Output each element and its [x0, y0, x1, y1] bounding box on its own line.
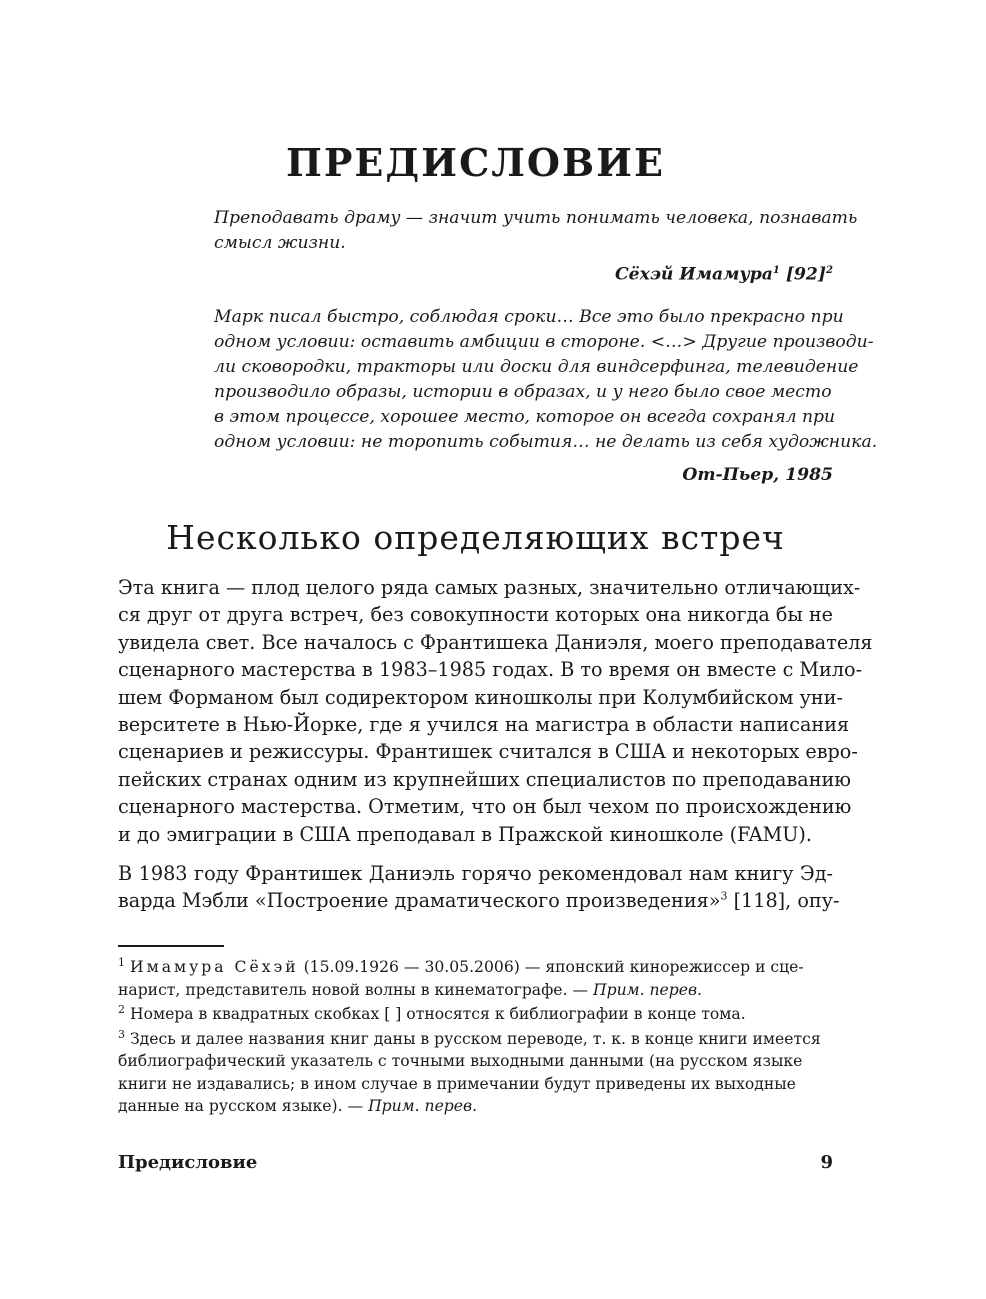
text-line: верситете в Нью-Йорке, где я учился на магистра в области написания [118, 713, 850, 737]
text-line: увидела свет. Все началось с Франтишека Даниэля, моего преподавателя [118, 630, 873, 654]
text-line: сценарного мастерства в 1983–1985 годах. В то время он вместе с Мило- [118, 658, 863, 682]
epigraph-author: От-Пьер, 1985 [682, 465, 833, 485]
epigraph-line: Преподавать драму — значит учить понимать человека, познавать [214, 208, 858, 228]
footnote-line [118, 1003, 833, 1026]
footnote-text: (15.09.1926 — 30.05.2006) — японский кинорежиссер и сце- [298, 958, 804, 976]
footnote-ref-3: 3 [720, 890, 728, 904]
epigraph-line: в этом процессе, хорошее место, которое он всегда сохранял при [214, 407, 836, 427]
translator-note: Прим. перев. [593, 980, 702, 999]
footnote-line [118, 1095, 833, 1118]
footnote-number: 3 [118, 1027, 125, 1041]
footnote-line [118, 1028, 833, 1051]
text-line [118, 887, 840, 914]
footnote-2 [118, 1003, 833, 1026]
footnote-name: Имамура Сёхэй [129, 958, 299, 976]
text-line: сценарного мастерства. Отметим, что он был чехом по происхождению [118, 795, 852, 819]
epigraph-ot-pierre [214, 305, 878, 488]
epigraph-line: смысл жизни. [214, 233, 346, 253]
footnote-line: книги не издавались; в ином случае в примечании будут приведены их выходные [118, 1074, 796, 1093]
section-title: Несколько определяющих встреч [166, 518, 785, 557]
epigraph-line: одном условии: оставить амбиции в стороне. <…> Другие производи- [214, 332, 874, 352]
footnote-line: библиографический указатель с точными выходными данными (на русском языке [118, 1052, 803, 1070]
footnote-text: Здесь и далее названия книг даны в русском переводе, т. к. в конце книги имеется [129, 1029, 821, 1048]
footnote-ref-2: 2 [826, 265, 833, 276]
translator-note: Прим. перев. [368, 1097, 478, 1115]
footnote-number: 1 [118, 955, 125, 969]
author-name: Сёхэй Имамура [614, 264, 773, 285]
footnote-divider [118, 945, 224, 947]
running-footer-title: Предисловие [118, 1152, 258, 1173]
epigraph-line: Марк писал быстро, соблюдая сроки… Все это было прекрасно при [214, 307, 844, 327]
body-text [118, 574, 873, 915]
text-line: пейских странах одним из крупнейших специалистов по преподаванию [118, 767, 851, 791]
footnote-line [118, 979, 833, 1002]
epigraph-line: одном условии: не торопить события… не делать из себя художника. [214, 432, 878, 452]
text-line: ся друг от друга встреч, без совокупности которых она никогда бы не [118, 603, 833, 627]
page-title: ПРЕДИСЛОВИЕ [285, 140, 666, 185]
epigraph-imamura [214, 206, 858, 288]
paragraph-1 [118, 574, 873, 848]
text-span: варда Мэбли «Построение драматического произведения» [118, 889, 721, 913]
footnote-1 [118, 956, 833, 1001]
bibliography-ref: [92] [779, 264, 827, 285]
footnote-text: нарист, представитель новой волны в кинематографе. — [118, 980, 594, 999]
footnotes [118, 956, 833, 1120]
text-line: шем Форманом был содиректором киношколы при Колумбийском уни- [118, 685, 843, 709]
text-line: Эта книга — плод целого ряда самых разных, значительно отличающих- [118, 576, 861, 599]
footnote-text: Номера в квадратных скобках [ ] относятся к библиографии в конце тома. [129, 1005, 746, 1023]
footnote-3 [118, 1028, 833, 1118]
footnote-text: данные на русском языке). — [118, 1097, 369, 1115]
epigraph-author [214, 258, 833, 288]
text-span: [118], опу- [727, 889, 840, 913]
epigraph-line: ли сковородки, тракторы или доски для виндсерфинга, телевидение [214, 357, 859, 377]
footnote-number: 2 [118, 1002, 125, 1016]
paragraph-2 [118, 860, 840, 915]
text-line: В 1983 году Франтишек Даниэль горячо рекомендовал нам книгу Эд- [118, 862, 833, 886]
footnote-line [118, 956, 833, 979]
text-line: сценариев и режиссуры. Франтишек считался в США и некоторых евро- [118, 740, 858, 764]
footnote-ref-1: 1 [772, 265, 780, 276]
text-line: и до эмиграции в США преподавал в Пражской киношколе (FAMU). [118, 822, 812, 846]
page-footer [118, 1152, 833, 1173]
epigraph-line: производило образы, истории в образах, и у него было свое место [214, 382, 832, 402]
page-number: 9 [820, 1152, 833, 1173]
